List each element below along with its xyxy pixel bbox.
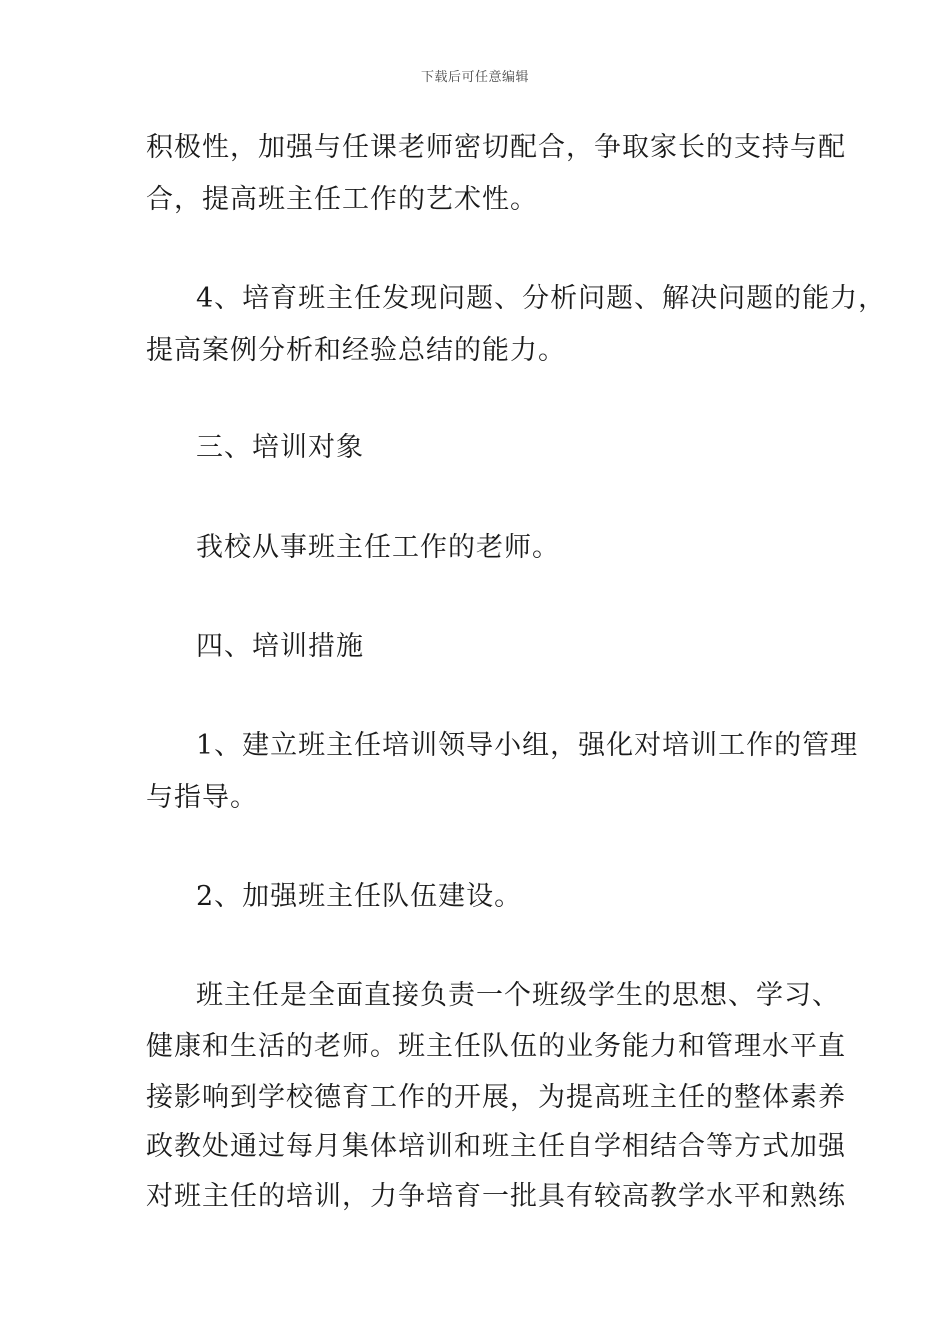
text-line: 合，提高班主任工作的艺术性。 bbox=[146, 184, 538, 215]
section-heading: 三、培训对象 bbox=[196, 432, 364, 463]
text-line: 与指导。 bbox=[146, 782, 258, 813]
text-line: 班主任是全面直接负责一个班级学生的思想、学习、 bbox=[196, 980, 840, 1011]
text-line: 对班主任的培训，力争培育一批具有较高教学水平和熟练 bbox=[146, 1181, 846, 1212]
text-line: 4、培育班主任发现问题、分析问题、解决问题的能力， bbox=[196, 283, 887, 314]
text-line: 2、加强班主任队伍建设。 bbox=[196, 881, 523, 912]
page-header: 下载后可任意编辑 bbox=[420, 70, 529, 85]
text-line: 提高案例分析和经验总结的能力。 bbox=[146, 335, 566, 366]
section-heading: 四、培训措施 bbox=[196, 631, 364, 662]
text-line: 接影响到学校德育工作的开展，为提高班主任的整体素养 bbox=[146, 1082, 846, 1113]
text-line: 我校从事班主任工作的老师。 bbox=[196, 532, 560, 563]
text-line: 健康和生活的老师。班主任队伍的业务能力和管理水平直 bbox=[146, 1031, 846, 1062]
text-line: 政教处通过每月集体培训和班主任自学相结合等方式加强 bbox=[146, 1131, 846, 1162]
text-line: 1、建立班主任培训领导小组，强化对培训工作的管理 bbox=[196, 730, 859, 761]
text-line: 积极性，加强与任课老师密切配合，争取家长的支持与配 bbox=[146, 132, 846, 163]
